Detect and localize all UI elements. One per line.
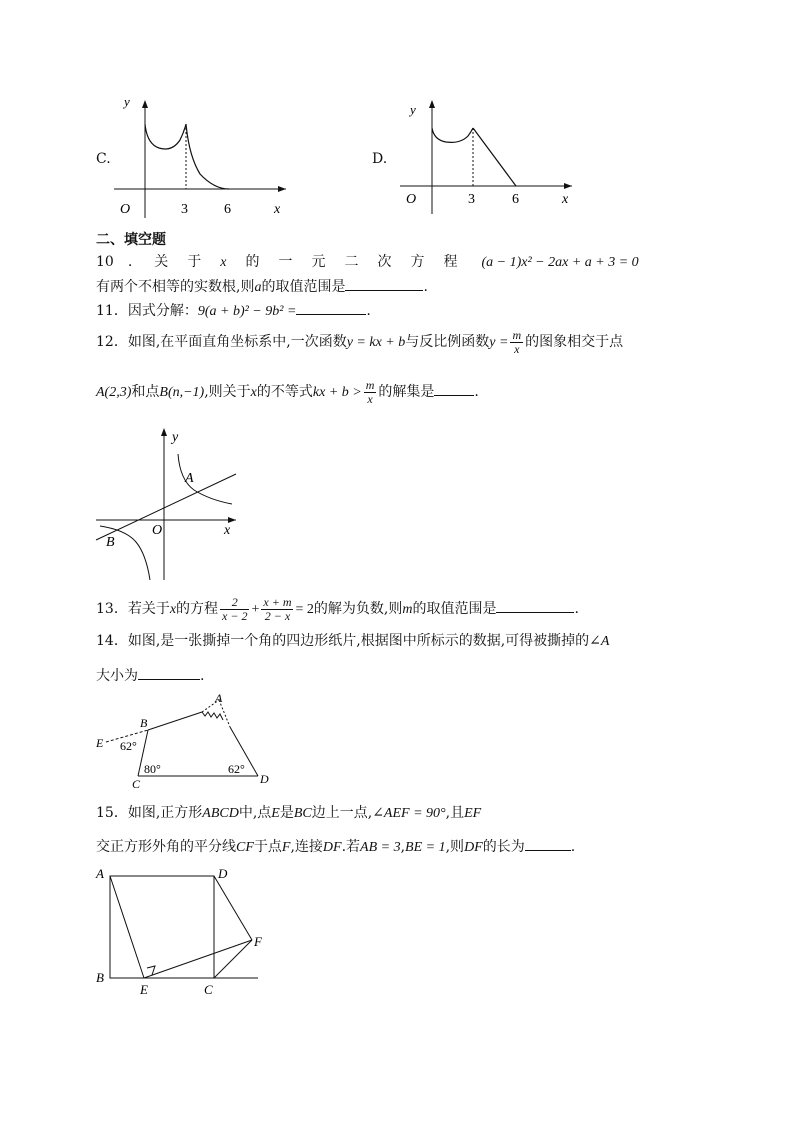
q15-angle: ∠AEF = 90° <box>372 806 446 821</box>
q14-angle: ∠A <box>589 634 610 649</box>
q14-angle-d: 62° <box>228 762 245 776</box>
q14-angle-c: 80° <box>144 762 161 776</box>
q10-word: 程 <box>443 254 458 270</box>
q10-num: 10 <box>96 254 114 270</box>
q15-figure <box>92 860 272 1000</box>
q14-line1 <box>96 632 609 651</box>
q15-text: .若 <box>341 839 361 855</box>
q13-plus: + <box>251 602 260 617</box>
q13-text: 13．若关于 <box>96 601 170 617</box>
graph-d-tick6: 6 <box>512 192 519 207</box>
q15-ab: AB = 3 <box>360 840 401 855</box>
q12-axis-x: x <box>224 523 231 538</box>
q12-text: 的图象相交于点 <box>525 334 624 350</box>
q10-line1 <box>96 253 696 272</box>
q12-text: 与反比例函数 <box>405 334 490 350</box>
q12-answer-blank[interactable] <box>434 381 474 396</box>
q15-text: ,且 <box>445 805 465 821</box>
q12-label-b: B <box>106 535 115 550</box>
q15-label-a: A <box>96 866 104 881</box>
q13-var-m: m <box>402 602 413 617</box>
q11-answer-blank[interactable] <box>296 300 366 315</box>
q12-ineq-den: x <box>367 391 373 406</box>
q12-line1 <box>96 326 623 359</box>
q13-frac2-num: x + m <box>263 594 292 609</box>
q15-text: 交正方形外角的平分线 <box>96 839 236 855</box>
q12-point-b: B(n,−1) <box>159 385 205 400</box>
q10-equation: (a − 1)x² − 2ax + a + 3 = 0 <box>481 255 639 270</box>
q12-func1: y = kx + b <box>346 335 406 350</box>
q12-text: 12．如图,在平面直角坐标系中,一次函数 <box>96 334 347 350</box>
q13-rhs: = 2 <box>295 602 314 617</box>
q11-expr: 9(a + b)² − 9b² = <box>197 304 297 319</box>
q12-text: 和点 <box>131 384 160 400</box>
q13-end: . <box>574 601 579 617</box>
q15-text: ,连接 <box>290 839 323 855</box>
q15-text: 15．如图,正方形 <box>96 805 203 821</box>
q15-answer-blank[interactable] <box>525 836 571 851</box>
q14-label-a: A <box>215 691 223 705</box>
q15-end: . <box>570 839 576 855</box>
q15-ef: EF <box>464 806 482 821</box>
q14-text: 14．如图,是一张撕掉一个角的四边形纸片,根据图中所标示的数据,可得被撕掉的 <box>96 633 590 649</box>
q10-line2 <box>96 276 428 297</box>
q12-point-a: A(2,3) <box>96 385 132 400</box>
graph-d-origin: O <box>406 192 417 207</box>
graph-c-x: x <box>274 202 281 217</box>
graph-c-label: C. <box>96 151 111 167</box>
q11 <box>96 300 371 321</box>
q11-end: . <box>366 303 371 319</box>
q10-word: 次 <box>377 254 392 270</box>
q15-comma: , <box>400 839 406 855</box>
q12-var: x <box>250 385 257 400</box>
q15-label-c: C <box>204 982 213 997</box>
q15-cf: CF <box>236 840 254 855</box>
q14-label-e: E <box>96 736 104 750</box>
q10-var-a: a <box>254 280 262 295</box>
q10-word: 关 <box>154 254 169 270</box>
q14-answer-blank[interactable] <box>138 665 200 680</box>
q14-label-c: C <box>132 777 141 790</box>
graph-c-origin: O <box>120 202 131 217</box>
q13-var: x <box>169 602 177 617</box>
q15-text: 于点 <box>253 839 282 855</box>
q13-text: 的方程 <box>176 601 219 617</box>
q12-func2-den: x <box>514 341 520 356</box>
graph-d-x: x <box>562 192 569 207</box>
q10-text: 的取值范围是 <box>261 279 346 295</box>
q12-line2 <box>96 376 479 409</box>
q10-text: 有两个不相等的实数根,则 <box>96 279 255 295</box>
section-title: 二、填空题 <box>96 232 166 248</box>
q12-figure <box>92 424 242 584</box>
q12-axis-y: y <box>172 430 179 445</box>
q15-abcd: ABCD <box>202 806 239 821</box>
q10-dot: . <box>127 254 133 270</box>
q12-origin: O <box>152 523 163 538</box>
q10-word: 二 <box>344 254 359 270</box>
q13-text: 的取值范围是 <box>412 601 497 617</box>
q13-text: 的解为负数,则 <box>313 601 403 617</box>
q13-frac1-num: 2 <box>220 596 249 610</box>
q12-label-a: A <box>185 471 194 486</box>
graph-c-y: y <box>124 96 130 109</box>
q15-e: E <box>271 806 280 821</box>
q12-text: 的不等式 <box>256 384 313 400</box>
q13 <box>96 592 579 627</box>
q10-answer-blank[interactable] <box>345 276 423 291</box>
q10-word: 于 <box>187 254 202 270</box>
graph-d <box>392 96 582 222</box>
q10-end: . <box>423 279 428 295</box>
q15-be: BE = 1 <box>405 840 446 855</box>
graph-c-tick6: 6 <box>224 202 231 217</box>
q14-figure <box>92 690 282 790</box>
q14-label-d: D <box>260 772 269 786</box>
q13-frac1-den: x − 2 <box>222 608 248 623</box>
q10-word: 一 <box>278 254 293 270</box>
q13-frac1 <box>220 596 249 623</box>
q14-angle-b: 62° <box>120 739 137 753</box>
q15-df: DF <box>322 840 342 855</box>
q15-label-d: D <box>218 866 228 881</box>
q14-line2 <box>96 665 204 685</box>
q13-answer-blank[interactable] <box>496 598 574 613</box>
graph-d-label: D. <box>372 151 388 167</box>
q10-var: x <box>220 255 227 270</box>
q10-word: 的 <box>245 254 260 270</box>
q14-label-b: B <box>140 716 148 730</box>
q12-end: . <box>474 384 479 400</box>
q15-label-b: B <box>96 970 104 985</box>
q12-text: 的解集是 <box>378 384 435 400</box>
q15-bc: BC <box>293 806 312 821</box>
q12-func2-lhs: y = <box>489 335 509 350</box>
q15-text: 中,点 <box>238 805 272 821</box>
q15-label-f: F <box>254 934 262 949</box>
q11-text: 11．因式分解： <box>96 303 198 319</box>
q15-text: 的长为 <box>482 839 525 855</box>
q12-ineq-lhs: kx + b > <box>312 385 362 400</box>
q10-word: 方 <box>410 254 425 270</box>
q15-f: F <box>281 840 291 855</box>
q15-label-e: E <box>140 982 148 997</box>
q12-func2-num: m <box>512 327 522 342</box>
q15-text: ,则 <box>445 839 465 855</box>
q15-df2: DF <box>464 840 483 855</box>
graph-c-tick3: 3 <box>181 202 188 217</box>
q12-func2-frac <box>510 329 523 356</box>
q13-frac2-den: 2 − x <box>264 608 291 623</box>
q14-end: . <box>200 668 205 684</box>
q13-frac2 <box>261 596 293 623</box>
q15-line1 <box>96 804 481 823</box>
q12-ineq-num: m <box>365 377 375 392</box>
graph-d-tick3: 3 <box>468 192 475 207</box>
q15-line2 <box>96 836 575 857</box>
graph-d-y: y <box>410 102 416 117</box>
q12-text: ,则关于 <box>204 384 251 400</box>
q15-text: 是 <box>279 805 294 821</box>
q12-ineq-frac <box>364 379 377 406</box>
q15-text: 边上一点, <box>311 805 373 821</box>
graph-c <box>104 96 304 222</box>
q14-text: 大小为 <box>96 668 138 684</box>
q10-word: 元 <box>311 254 326 270</box>
